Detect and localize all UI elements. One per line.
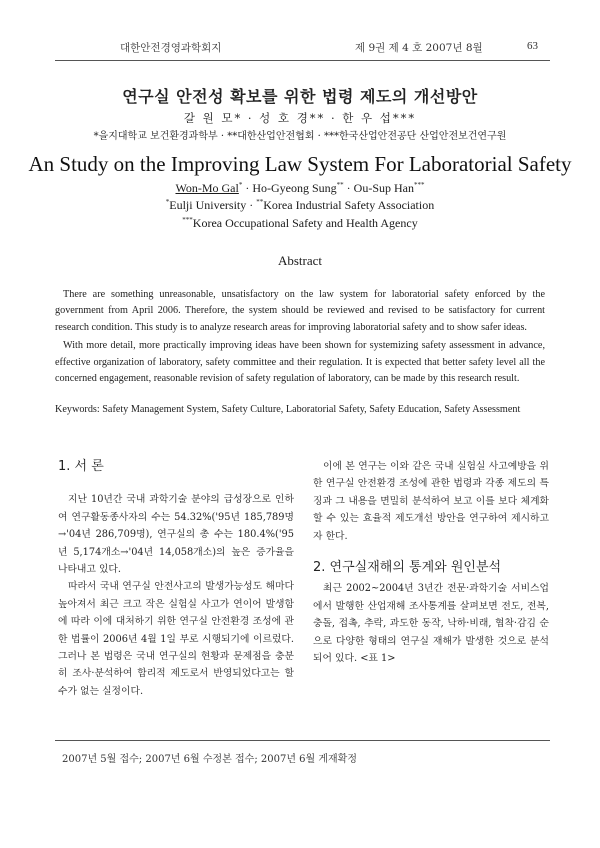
issue-info: 제 9권 제 4 호 2007년 8월	[355, 42, 483, 54]
korean-authors: 갈 원 모* · 성 호 경** · 한 우 섭***	[183, 111, 417, 125]
author-2: · Ho-Gyeong Sung	[242, 181, 337, 195]
submission-footnote: 2007년 5월 접수; 2007년 6월 수정본 접수; 2007년 6월 게재확정	[62, 754, 358, 765]
aff-text: Korea Occupational Safety and Health Agency	[192, 216, 418, 230]
author-1-mark: *	[238, 181, 243, 189]
korean-title: 연구실 안전성 확보를 위한 법령 제도의 개선방안	[122, 87, 478, 106]
author-1: Won-Mo Gal	[175, 181, 239, 195]
english-authors	[0, 181, 600, 196]
aff-text: Eulji University ·	[169, 198, 257, 212]
abstract-heading: Abstract	[277, 253, 323, 268]
aff-mark: ***	[182, 216, 193, 224]
body-paragraph: 따라서 국내 연구실 안전사고의 발생가능성도 해마다 높아져서 최근 크고 작은 실험실 사고가 연이어 발생함에 따라 이에 대처하기 위한 연구실 안전환경 조성에 관한 법률이 2006년 4월 1일 부로 시행되기에 이르렀다. 그러나 본 법령은 국내 연구실의 현황과 문제점을 충분히 조사·분석하여 합리적 제도로서 반영되었다고는 할 수가 없는 실정이다.	[58, 581, 294, 697]
abstract-paragraph: With more detail, more practically improving ideas have been shown for systemizing safety assessment in advance, effective organization of laboratory, safety committee and their regulation. It is expected that better safety level all the concerned engagement, reasonable revision of safety regulation of laboratory, can be made by this research result.	[55, 340, 545, 385]
author-3: · Ou-Sup Han	[343, 181, 414, 195]
body-paragraph: 이에 본 연구는 이와 같은 국내 실험실 사고예방을 위한 연구실 안전환경 조성에 관한 법령과 각종 제도의 특징과 그 내용을 면밀히 분석하여 보고 이를 보다 체계화할 수 있는 효율적 제도개선 방안을 연구하여 제시하고자 한다.	[313, 461, 549, 542]
aff-mark: **	[256, 198, 264, 206]
abstract-paragraph: There are something unreasonable, unsatisfactory on the law system for laboratorial safety enforced by the government from April 2006. Therefore, the system should be reviewed and revised to be satisfactory for current research condition. This study is to analyze research areas for improving laboratorial safety and to show safer ideas.	[55, 289, 545, 333]
abstract-body	[55, 287, 545, 387]
right-column	[313, 458, 549, 667]
body-paragraph: 최근 2002~2004년 3년간 전문·과학기술 서비스업에서 발행한 산업재해 조사통계를 살펴보면 전도, 전복, 충돌, 접촉, 추락, 과도한 동작, 낙하·비래, 협착·감김 순으로 다양한 형태의 연구실 재해가 발생한 것으로 분석되어 있다. <표 1>	[313, 583, 549, 665]
section-heading: 1. 서 론	[58, 459, 104, 474]
aff-mark: *	[165, 198, 170, 206]
aff-text: Korea Industrial Safety Association	[263, 198, 435, 212]
body-paragraph: 지난 10년간 국내 과학기술 분야의 급성장으로 인하여 연구활동종사자의 수는 54.32%('95년 185,789명→'04년 286,709명), 연구실의 총 수는 180.4%('95년 5,174개소→'04년 14,058개소)의 높은 증가율을 나타내고 있다.	[58, 494, 294, 576]
english-title: An Study on the Improving Law System For Laboratorial Safety	[28, 152, 572, 176]
author-2-mark: **	[336, 181, 344, 189]
korean-affiliations: *을지대학교 보건환경과학부 · **대한산업안전협회 · ***한국산업안전공단 산업안전보건연구원	[93, 131, 507, 142]
journal-name: 대한안전경영과학회지	[120, 42, 222, 54]
page-number: 63	[527, 40, 538, 52]
header-rule	[55, 60, 550, 61]
author-3-mark: ***	[414, 181, 425, 189]
footnote-rule	[55, 740, 550, 741]
keywords: Keywords: Safety Management System, Safety Culture, Laboratorial Safety, Safety Education, Safety Assessment	[55, 404, 521, 415]
english-affiliation-1	[0, 198, 600, 213]
english-affiliation-2	[0, 216, 600, 231]
section-heading: 2. 연구실재해의 통계와 원인분석	[313, 560, 502, 576]
left-column	[58, 458, 294, 700]
